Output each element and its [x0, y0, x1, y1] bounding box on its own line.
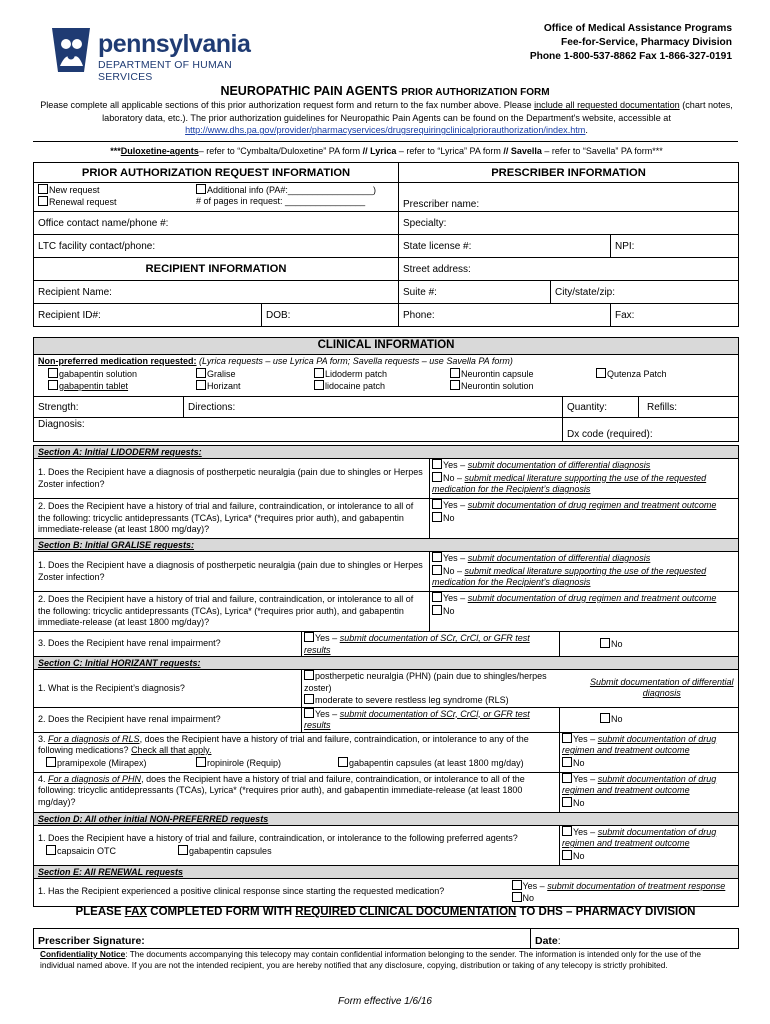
nonpref-label: Non-preferred medication requested:: [38, 356, 197, 366]
pages-in-request[interactable]: # of pages in request: ________________: [196, 196, 366, 206]
med-option-horizant[interactable]: [196, 380, 241, 393]
pa-request-heading: PRIOR AUTHORIZATION REQUEST INFORMATION: [34, 163, 399, 183]
intro-required-docs: include all requested documentation: [534, 100, 680, 110]
diagnosis-field[interactable]: Diagnosis:: [34, 418, 563, 442]
sec-c-q4-num: 4.: [38, 773, 49, 784]
med-option-gabapentin-solution[interactable]: [48, 368, 137, 381]
fax-c: COMPLETED FORM WITH: [147, 906, 296, 918]
sec-b-q3-yes[interactable]: [302, 632, 560, 657]
fax-d: REQUIRED CLINICAL DOCUMENTATION: [295, 906, 517, 918]
sec-d-q1-answers: [560, 825, 739, 865]
sec-e-q1-yes-label: Yes –: [522, 880, 548, 891]
fax-field[interactable]: Fax:: [611, 304, 739, 327]
section-b-title: Section B: Initial GRALISE requests:: [34, 539, 739, 552]
ref-duloxetine: Duloxetine-agents: [120, 146, 199, 156]
sec-b-q3-no[interactable]: [560, 632, 739, 657]
sec-b-q3-no-label: No: [611, 638, 623, 649]
sec-c-q4: [34, 772, 560, 812]
new-request-option[interactable]: [38, 184, 100, 197]
sec-c-rls-checkbox[interactable]: [304, 694, 314, 704]
sec-b-q1-answers: [430, 552, 739, 592]
office-line-2: Fee-for-Service, Pharmacy Division: [561, 37, 732, 48]
sec-e-q1: 1. Has the Recipient experienced a positive clinical response since starting the requested medication?: [34, 878, 560, 906]
intro-text: [34, 99, 739, 137]
renewal-request-label: Renewal request: [49, 197, 117, 207]
section-c-title: Section C: Initial HORIZANT requests:: [34, 657, 739, 670]
form-title-main: NEUROPATHIC PAIN AGENTS: [220, 84, 402, 98]
logo-subtitle: DEPARTMENT OF HUMAN SERVICES: [98, 59, 232, 83]
sec-c-q2-yes-checkbox[interactable]: [304, 708, 314, 718]
sec-d-q1-yes-checkbox[interactable]: [562, 826, 572, 836]
new-request-checkbox[interactable]: [38, 184, 48, 194]
sec-c-q2: 2. Does the Recipient have renal impairment?: [34, 707, 302, 732]
sec-e-q1-answers: [522, 878, 739, 906]
additional-info-label: Additional info (PA#:_________________): [207, 185, 376, 195]
gralise-checkbox[interactable]: [196, 368, 206, 378]
sec-b-q3-yes-label: Yes –: [315, 633, 340, 643]
neurontin-solution-checkbox[interactable]: [450, 380, 460, 390]
sec-d-q1-no-checkbox[interactable]: [562, 850, 572, 860]
sec-c-rls-label: moderate to severe restless leg syndrome (RLS): [315, 695, 509, 705]
sec-b-q1-no-checkbox[interactable]: [432, 565, 442, 575]
sec-c-q2-yes-note: submit documentation of SCr, CrCl, or GFR test results: [304, 708, 530, 730]
section-a-title: Section A: Initial LIDODERM requests:: [34, 446, 739, 459]
lidocaine-checkbox[interactable]: [314, 380, 324, 390]
sec-a-q1-yes-checkbox[interactable]: [432, 459, 442, 469]
sec-a-q1-no-label: No –: [443, 472, 465, 483]
sec-c-q2-yes[interactable]: [302, 707, 560, 732]
sec-b-q2-yes-note: submit documentation of drug regimen and treatment outcome: [467, 593, 717, 603]
sec-c-q3-no-checkbox[interactable]: [562, 757, 572, 767]
sec-d-q1-yes[interactable]: [562, 826, 736, 850]
additional-info-option[interactable]: [196, 184, 376, 197]
sec-c-q2-no-label: No: [611, 714, 623, 725]
neurontin-solution-label: Neurontin solution: [461, 380, 534, 391]
sec-a-q2-yes-label: Yes –: [443, 500, 468, 510]
sec-c-phn[interactable]: [304, 670, 558, 694]
sec-c-q4-phn: For a diagnosis of PHN: [48, 773, 142, 784]
confidentiality-notice: [40, 949, 730, 971]
sec-b-q3: 3. Does the Recipient have renal impairment?: [34, 632, 302, 657]
lidocaine-label: lidocaine patch: [325, 380, 386, 391]
logo-name: pennsylvania: [98, 30, 251, 58]
sec-a-q1-yes[interactable]: [432, 459, 736, 472]
gabapentin-capsules-checkbox[interactable]: [338, 757, 348, 767]
capsaicin-checkbox[interactable]: [46, 845, 56, 855]
sec-c-q3-rls: For a diagnosis of RLS: [48, 733, 140, 744]
clinical-heading: CLINICAL INFORMATION: [34, 338, 739, 355]
fax-e: TO DHS – PHARMACY DIVISION: [516, 906, 696, 918]
sec-c-q3-no[interactable]: [562, 757, 736, 770]
sec-b-q3-yes-checkbox[interactable]: [304, 632, 314, 642]
ref-stars: ***: [110, 146, 121, 156]
sec-a-q2-yes[interactable]: [432, 499, 736, 512]
sec-d-q1-yes-note: submit documentation of drug regimen and treatment outcome: [562, 826, 717, 848]
prescriber-heading: PRESCRIBER INFORMATION: [399, 163, 739, 183]
divider: [33, 141, 738, 142]
suite-field[interactable]: Suite #:: [399, 281, 551, 304]
gabapentin-tablet-checkbox[interactable]: [48, 380, 58, 390]
specialty-field[interactable]: Specialty:: [399, 212, 739, 235]
sec-a-q2-answers: [430, 499, 739, 539]
info-table: [33, 162, 739, 327]
sec-c-q4-yes-label: Yes –: [573, 773, 598, 784]
med-option-lidocaine[interactable]: [314, 380, 385, 393]
horizant-checkbox[interactable]: [196, 380, 206, 390]
form-effective-date: Form effective 1/6/16: [338, 996, 432, 1007]
sec-a-q2: 2. Does the Recipient have a history of trial and failure, contraindication, or intolerance to all of the following: tricyclic antidepressants (TCAs), Lyrica* (*requires prior auth), and gabapentin immediate-release (at least 1800 mg/day)?: [34, 499, 430, 539]
sec-c-phn-label: postherpetic neuralgia (PHN) (pain due to shingles/herpes zoster): [304, 671, 547, 693]
sec-d-gabapentin-checkbox[interactable]: [178, 845, 188, 855]
keystone-icon: [46, 26, 96, 76]
sec-b-q1-yes-note: submit documentation of differential diagnosis: [467, 553, 651, 563]
fax-a: PLEASE: [75, 906, 125, 918]
recipient-heading: RECIPIENT INFORMATION: [34, 258, 399, 281]
sec-b-q2-no-checkbox[interactable]: [432, 605, 442, 615]
sec-d-q1-text: 1. Does the Recipient have a history of trial and failure, contraindication, or intolerance to the following preferred agents?: [38, 833, 518, 844]
ropinirole-label: ropinirole (Requip): [207, 757, 282, 768]
sec-b-q2-no-label: No: [443, 605, 455, 616]
sec-b-q1-no-label: No –: [443, 565, 465, 576]
sec-c-q1: 1. What is the Recipient’s diagnosis?: [34, 670, 302, 708]
sec-a-q2-yes-note: submit documentation of drug regimen and treatment outcome: [467, 500, 717, 510]
dob-field[interactable]: DOB:: [262, 304, 399, 327]
sec-c-submit-diff-note: Submit documentation of differential diagnosis: [589, 676, 734, 699]
gabapentin-solution-label: gabapentin solution: [59, 368, 138, 379]
confidentiality-text: : The documents accompanying this telecopy may contain confidential information belonging to the sender. The information is intended only for the use of the individual named above. If you are not the intended recipient, you are hereby notified that any disclosure, copying, distribution or taking of any telecopy is strictly prohibited.: [40, 949, 702, 970]
section-d-title: Section D: All other initial NON-PREFERRED requests: [34, 812, 739, 825]
intro-end: .: [585, 125, 588, 135]
sec-b-q2-no[interactable]: [432, 605, 736, 618]
nonpref-note: (Lyrica requests – use Lyrica PA form; Savella requests – use Savella PA form): [196, 356, 513, 366]
sec-b-q1-yes[interactable]: [432, 552, 736, 565]
sec-e-q1-no[interactable]: [512, 892, 737, 905]
renewal-request-checkbox[interactable]: [38, 196, 48, 206]
sec-e-q1-no-checkbox[interactable]: [512, 892, 522, 902]
section-e-title: Section E: All RENEWAL requests: [34, 865, 739, 878]
office-line-3: Phone 1-800-537-8862 Fax 1-866-327-0191: [529, 51, 732, 62]
signature-table: [33, 928, 739, 949]
sec-c-q4-yes-checkbox[interactable]: [562, 773, 572, 783]
sec-c-q3-yes-note: submit documentation of drug regimen and treatment outcome: [562, 733, 717, 755]
refills-field[interactable]: Refills:: [639, 397, 739, 418]
sec-a-q1-answers: [430, 459, 739, 499]
nonpref-title: [38, 356, 734, 368]
sec-b-q2-answers: [430, 592, 739, 632]
sec-b-q3-no-checkbox[interactable]: [600, 638, 610, 648]
capsaicin-option[interactable]: [46, 845, 116, 858]
sec-d-q1-no-label: No: [573, 850, 585, 861]
sec-c-submit-diff: [560, 670, 739, 708]
office-info: [530, 22, 732, 64]
directions-field[interactable]: Directions:: [184, 397, 563, 418]
sec-e-q1-no-label: No: [522, 893, 535, 903]
gabapentin-tablet-label: gabapentin tablet: [59, 380, 129, 391]
renewal-request-option[interactable]: [38, 196, 117, 209]
ref-lyrica: // Lyrica: [362, 146, 397, 156]
ref-duloxetine-text: – refer to “Cymbalta/Duloxetine” PA form: [198, 146, 363, 156]
date-label: Date: [535, 935, 558, 947]
med-option-qutenza[interactable]: [596, 368, 667, 381]
sec-a-q1-no-checkbox[interactable]: [432, 472, 442, 482]
new-request-label: New request: [49, 185, 100, 195]
sec-e-q1-yes-note: submit documentation of treatment response: [547, 880, 726, 891]
sec-d-gabapentin-label: gabapentin capsules: [189, 845, 272, 856]
office-line-1: Office of Medical Assistance Programs: [543, 23, 732, 34]
neurontin-capsule-checkbox[interactable]: [450, 368, 460, 378]
ref-savella-text: – refer to “Savella” PA form***: [541, 146, 663, 156]
ref-savella: // Savella: [503, 146, 542, 156]
nonpref-med-cell: [34, 355, 739, 397]
med-option-gabapentin-tablet[interactable]: [48, 380, 128, 393]
additional-info-checkbox[interactable]: [196, 184, 206, 194]
sec-d-q1-yes-label: Yes –: [573, 826, 598, 837]
med-option-neurontin-capsule[interactable]: [450, 368, 534, 381]
sec-c-q3-check-all: Check all that apply.: [131, 745, 212, 755]
med-option-gralise[interactable]: [196, 368, 236, 381]
sec-b-q1-no-note: submit medical literature supporting the use of the requested medication for the Recipient’s diagnosis: [432, 565, 707, 587]
guidelines-link[interactable]: http://www.dhs.pa.gov/provider/pharmacyservices/drugsrequiringclinicalpriorauthorization/index.htm: [185, 125, 586, 135]
date-colon: :: [557, 935, 561, 947]
gabapentin-capsules-option[interactable]: [338, 757, 524, 770]
sec-a-q2-no[interactable]: [432, 512, 736, 525]
capsaicin-label: capsaicin OTC: [57, 845, 117, 856]
gralise-label: Gralise: [207, 368, 236, 379]
lidoderm-checkbox[interactable]: [314, 368, 324, 378]
sec-c-q4-yes[interactable]: [562, 773, 736, 797]
form-title-sub: PRIOR AUTHORIZATION FORM: [401, 87, 550, 98]
sections-table: [33, 445, 739, 907]
prescriber-signature-field[interactable]: Prescriber Signature:: [34, 929, 531, 949]
npi-field[interactable]: NPI:: [611, 235, 739, 258]
sec-e-q1-yes[interactable]: [512, 880, 737, 893]
recipient-name-field[interactable]: Recipient Name:: [34, 281, 399, 304]
sec-a-q2-yes-checkbox[interactable]: [432, 499, 442, 509]
sec-b-q3-yes-note: submit documentation of SCr, CrCl, or GFR test results: [304, 633, 530, 655]
sec-c-rls[interactable]: [304, 694, 558, 707]
qutenza-checkbox[interactable]: [596, 368, 606, 378]
sec-c-q3-yes-label: Yes –: [573, 733, 598, 744]
strength-field[interactable]: Strength:: [34, 397, 184, 418]
sec-c-q1-answers: [302, 670, 560, 708]
gabapentin-capsules-label: gabapentin capsules (at least 1800 mg/day): [349, 757, 524, 768]
ref-lyrica-text: – refer to “Lyrica” PA form: [396, 146, 504, 156]
sec-d-q1: [34, 825, 560, 865]
sec-c-q3-no-label: No: [573, 757, 585, 768]
form-title: [0, 84, 770, 98]
sec-b-q1-no[interactable]: [432, 565, 736, 589]
recipient-id-field[interactable]: Recipient ID#:: [34, 304, 262, 327]
request-type-cell: [34, 183, 399, 212]
sec-c-q4-no-label: No: [573, 797, 585, 808]
sec-d-q1-no[interactable]: [562, 850, 736, 863]
intro-p1b: (chart notes, laboratory data, etc.). The prior authorization guidelines for Neuropathic Pain Agents can be found on the Department's website, accessible at: [102, 100, 733, 123]
lidoderm-label: Lidoderm patch: [325, 368, 388, 379]
city-state-zip-field[interactable]: City/state/zip:: [551, 281, 739, 304]
sec-c-q4-yes-note: submit documentation of drug regimen and treatment outcome: [562, 773, 717, 795]
pramipexole-checkbox[interactable]: [46, 757, 56, 767]
sec-b-q2-yes-label: Yes –: [443, 593, 468, 603]
sec-c-q4-no-checkbox[interactable]: [562, 797, 572, 807]
ropinirole-option[interactable]: [196, 757, 281, 770]
sec-a-q1-yes-label: Yes –: [443, 460, 468, 470]
ltc-contact-field[interactable]: LTC facility contact/phone:: [34, 235, 399, 258]
street-address-field[interactable]: Street address:: [399, 258, 739, 281]
sec-d-gabapentin-option[interactable]: [178, 845, 272, 858]
date-field[interactable]: [531, 929, 739, 949]
sec-c-q3-answers: [560, 732, 739, 772]
sec-c-q2-no[interactable]: [560, 707, 739, 732]
neurontin-capsule-label: Neurontin capsule: [461, 368, 534, 379]
gabapentin-solution-checkbox[interactable]: [48, 368, 58, 378]
clinical-table: [33, 337, 739, 442]
med-option-lidoderm[interactable]: [314, 368, 387, 381]
horizant-label: Horizant: [207, 380, 241, 391]
qutenza-label: Qutenza Patch: [607, 368, 667, 379]
state-license-field[interactable]: State license #:: [399, 235, 611, 258]
med-option-neurontin-solution[interactable]: [450, 380, 534, 393]
phone-field[interactable]: Phone:: [399, 304, 611, 327]
sec-a-q1-yes-note: submit documentation of differential diagnosis: [467, 460, 651, 470]
quantity-field[interactable]: Quantity:: [563, 397, 639, 418]
prescriber-name-field[interactable]: Prescriber name:: [399, 183, 739, 212]
fax-instructions: [33, 906, 738, 918]
sec-c-q3-body: , does the Recipient have a history of trial and failure, contraindication, or intolerance to any of the following medications?: [38, 733, 529, 755]
sec-a-q2-no-label: No: [443, 512, 455, 523]
sec-c-q2-yes-label: Yes –: [315, 708, 340, 719]
sec-c-q4-body: , does the Recipient have a history of trial and failure, contraindication, or intolerance to all of the following: tricyclic antidepressants (TCAs), Lyrica* (*requires prior auth), and gabapentin immediate-release (at least 1800 mg/day)?: [38, 773, 525, 807]
sec-a-q1: 1. Does the Recipient have a diagnosis of postherpetic neuralgia (pain due to shingles or Herpes Zoster infection?: [34, 459, 430, 499]
sec-b-q1-yes-checkbox[interactable]: [432, 552, 442, 562]
sec-c-q3-yes-checkbox[interactable]: [562, 733, 572, 743]
sec-c-q3: [34, 732, 560, 772]
confidentiality-label: Confidentiality Notice: [40, 949, 126, 959]
ropinirole-checkbox[interactable]: [196, 757, 206, 767]
sec-c-q3-yes[interactable]: [562, 733, 736, 757]
dhs-logo: [46, 26, 286, 83]
sec-a-q1-no-note: submit medical literature supporting the use of the requested medication for the Recipient’s diagnosis: [432, 472, 707, 494]
pramipexole-option[interactable]: [46, 757, 147, 770]
pramipexole-label: pramipexole (Mirapex): [57, 757, 147, 768]
sec-c-q4-answers: [560, 772, 739, 812]
intro-p1: Please complete all applicable sections of this prior authorization request form and return to the fax number above. Please: [40, 100, 535, 110]
fax-b: FAX: [124, 906, 148, 918]
sec-a-q2-no-checkbox[interactable]: [432, 512, 442, 522]
pa-form-references: [34, 146, 739, 156]
sec-e-q1-yes-checkbox[interactable]: [512, 880, 522, 890]
sec-b-q1: 1. Does the Recipient have a diagnosis of postherpetic neuralgia (pain due to shingles or Herpes Zoster infection?: [34, 552, 430, 592]
sec-c-q2-no-checkbox[interactable]: [600, 713, 610, 723]
sec-b-q1-yes-label: Yes –: [443, 553, 468, 563]
sec-c-q3-num: 3.: [38, 733, 49, 744]
sec-b-q2-yes[interactable]: [432, 592, 736, 605]
dx-code-field[interactable]: Dx code (required):: [563, 418, 739, 442]
office-contact-field[interactable]: Office contact name/phone #:: [34, 212, 399, 235]
sec-b-q2-yes-checkbox[interactable]: [432, 592, 442, 602]
sec-c-q4-no[interactable]: [562, 797, 736, 810]
sec-b-q2: 2. Does the Recipient have a history of trial and failure, contraindication, or intolerance to all of the following: tricyclic antidepressants (TCAs), Lyrica* (*requires prior auth), and gabapentin immediate-release (at least 1800 mg/day)?: [34, 592, 430, 632]
sec-c-phn-checkbox[interactable]: [304, 670, 314, 680]
sec-a-q1-no[interactable]: [432, 472, 736, 496]
sec-c-q3-text: [38, 734, 555, 757]
